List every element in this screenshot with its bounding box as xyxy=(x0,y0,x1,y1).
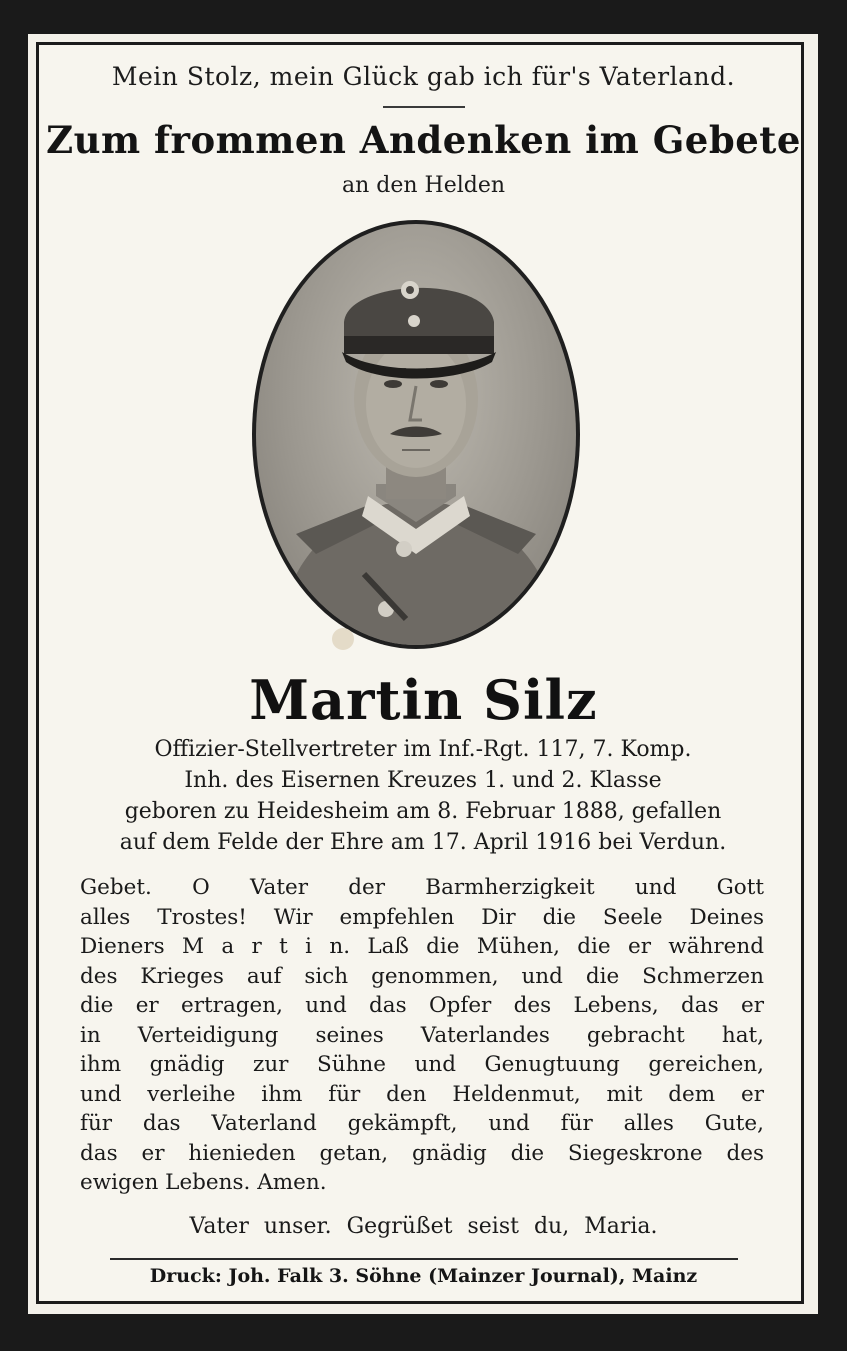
prayer-line: ihm gnädig zur Sühne und Genugtuung gereichen, xyxy=(80,1052,764,1077)
soldier-portrait-drawing xyxy=(256,224,576,645)
detail-line: Offizier-Stellvertreter im Inf.-Rgt. 117, 7. Komp. xyxy=(154,737,692,762)
divider-short xyxy=(383,106,465,108)
prayer-line: für das Vaterland gekämpft, und für alles Gute, xyxy=(80,1111,764,1136)
detail-line: Inh. des Eisernen Kreuzes 1. und 2. Klasse xyxy=(184,768,662,793)
detail-line: auf dem Felde der Ehre am 17. April 1916 bei Verdun. xyxy=(119,830,727,855)
prayer-line: alles Trostes! Wir empfehlen Dir die Seele Deines xyxy=(80,904,764,930)
deceased-name: Martin Silz xyxy=(249,668,598,732)
biographical-details xyxy=(78,734,768,858)
detail-line: geboren zu Heidesheim am 8. Februar 1888, gefallen xyxy=(124,799,722,824)
prayer-text xyxy=(80,873,764,1198)
divider-bottom xyxy=(110,1258,738,1260)
prayer-line: ewigen Lebens. Amen. xyxy=(80,1170,327,1195)
motto-line: Mein Stolz, mein Glück gab ich für's Vaterland. xyxy=(111,62,736,91)
paper-stain xyxy=(332,628,354,650)
card-subheading: an den Helden xyxy=(341,173,506,198)
prayer-line: Gebet. O Vater der Barmherzigkeit und Gott xyxy=(80,875,764,900)
prayer-line: Dieners M a r t i n. Laß die Mühen, die er während xyxy=(80,934,764,959)
soldier-portrait xyxy=(256,224,576,645)
prayer-line: und verleihe ihm für den Heldenmut, mit dem er xyxy=(80,1081,764,1107)
prayer-line: des Krieges auf sich genommen, und die Schmerzen xyxy=(80,963,764,989)
closing-prayer: Vater unser. Gegrüßet seist du, Maria. xyxy=(189,1214,658,1239)
prayer-line: das er hienieden getan, gnädig die Siegeskrone des xyxy=(80,1140,764,1166)
printer-imprint: Druck: Joh. Falk 3. Söhne (Mainzer Journal), Mainz xyxy=(149,1265,698,1287)
card-heading: Zum frommen Andenken im Gebete xyxy=(46,118,801,162)
prayer-line: in Verteidigung seines Vaterlandes gebracht hat, xyxy=(80,1022,764,1048)
prayer-line: die er ertragen, und das Opfer des Lebens, das er xyxy=(80,993,764,1018)
